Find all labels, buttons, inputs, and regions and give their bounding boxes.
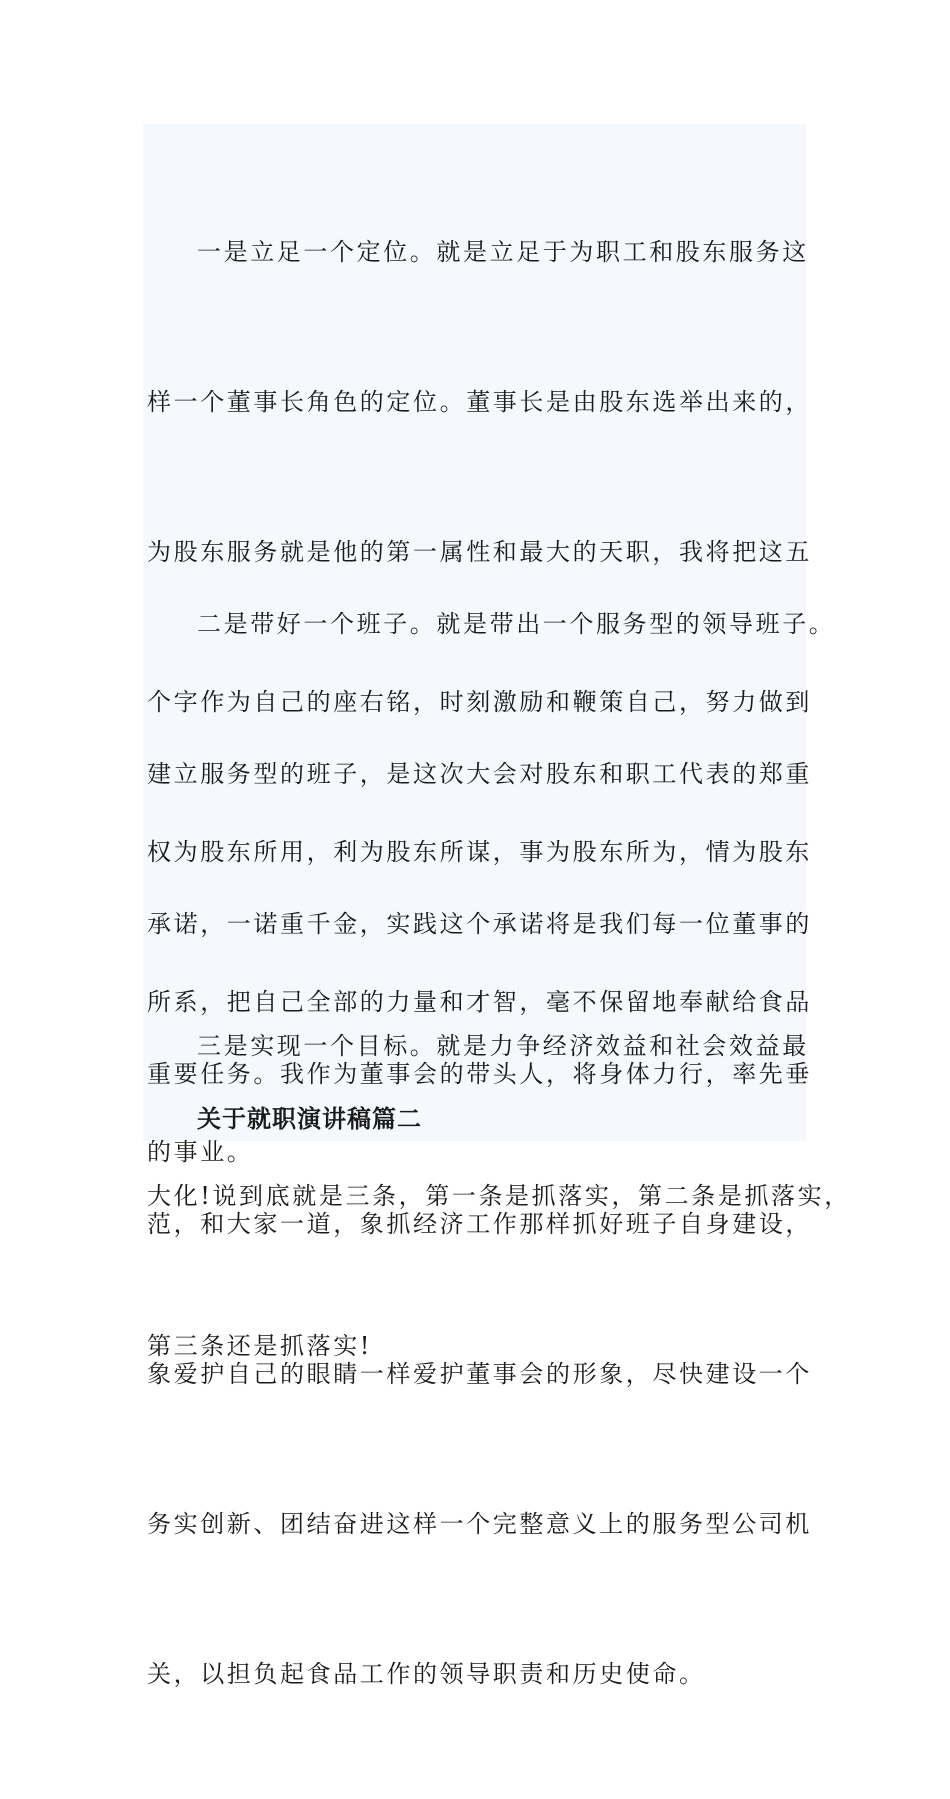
text-line: 关，以担负起食品工作的领导职责和历史使命。: [147, 1660, 706, 1688]
text-line: 第三条还是抓落实!: [147, 1332, 373, 1360]
text-line: 务实创新、团结奋进这样一个完整意义上的服务型公司机: [147, 1510, 812, 1538]
document-text-block: [143, 124, 851, 1688]
text-line: 承诺，一诺重千金，实践这个承诺将是我们每一位董事的: [147, 910, 812, 938]
text-line: 样一个董事长角色的定位。董事长是由股东选举出来的，: [147, 388, 812, 416]
text-line: 象爱护自己的眼睛一样爱护董事会的形象，尽快建设一个: [147, 1360, 812, 1388]
text-line: 个字作为自己的座右铭，时刻激励和鞭策自己，努力做到: [147, 688, 812, 716]
text-line: 为股东服务就是他的第一属性和最大的天职，我将把这五: [147, 538, 812, 566]
section-heading: 关于就职演讲稿篇二: [197, 1104, 422, 1133]
text-line: 范，和大家一道，象抓经济工作那样抓好班子自身建设，: [147, 1210, 812, 1238]
text-line: 的事业。: [147, 1138, 254, 1166]
text-line: 所系，把自己全部的力量和才智，毫不保留地奉献给食品: [147, 988, 812, 1016]
text-line: 大化!说到底就是三条，第一条是抓落实，第二条是抓落实，: [147, 1182, 851, 1210]
text-line: 三是实现一个目标。就是力争经济效益和社会效益最: [197, 1032, 809, 1060]
text-line: 权为股东所用，利为股东所谋，事为股东所为，情为股东: [147, 838, 812, 866]
text-line: 二是带好一个班子。就是带出一个服务型的领导班子。: [197, 610, 836, 638]
text-line: 建立服务型的班子，是这次大会对股东和职工代表的郑重: [147, 760, 812, 788]
text-line: 重要任务。我作为董事会的带头人，将身体力行，率先垂: [147, 1060, 812, 1088]
text-line: 一是立足一个定位。就是立足于为职工和股东服务这: [197, 238, 809, 266]
paragraph-3: [147, 921, 851, 1471]
